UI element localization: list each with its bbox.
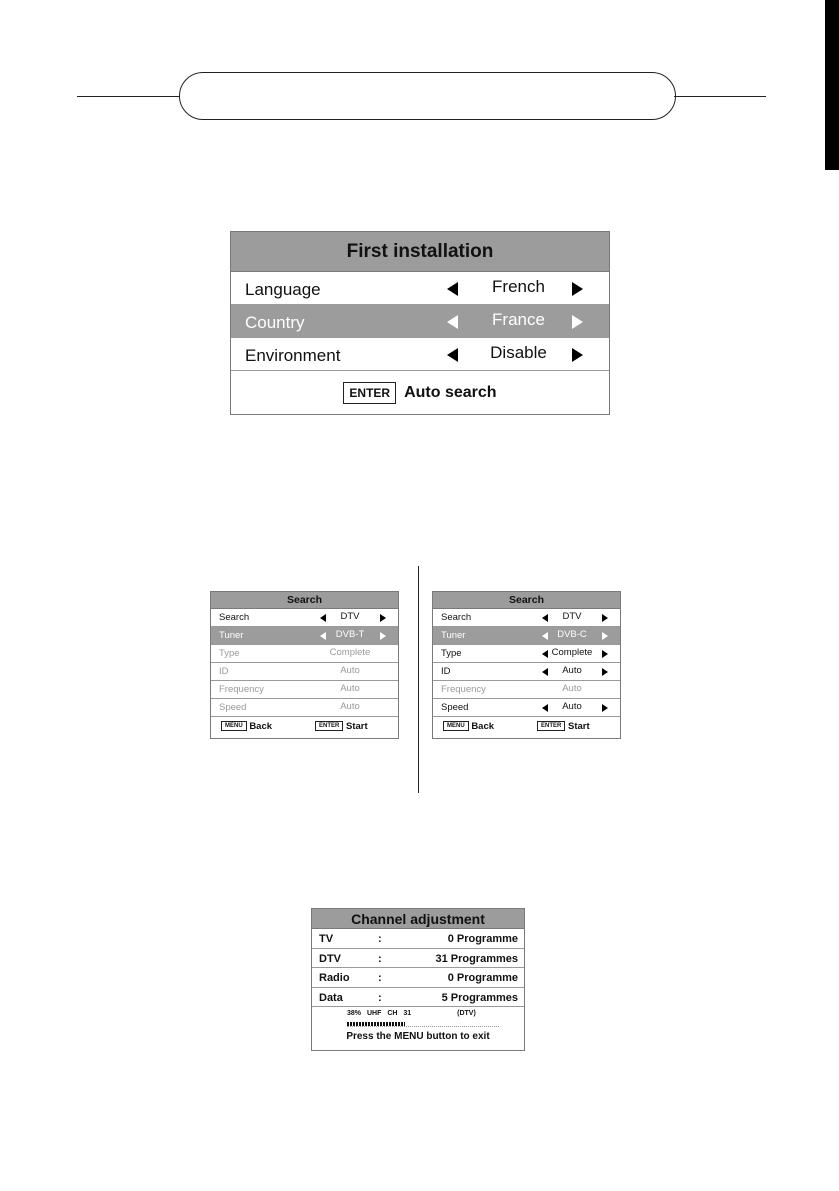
separator: : [378, 972, 382, 984]
header-rule-left [77, 96, 181, 97]
channel-label: CH [387, 1010, 398, 1017]
search-title: Search [211, 592, 398, 609]
type-label: Type [219, 648, 240, 659]
tv-count: 0 Programme [447, 933, 518, 945]
arrow-right-icon[interactable] [380, 632, 386, 640]
arrow-right-icon[interactable] [602, 704, 608, 712]
page-edge-tab [825, 0, 839, 170]
arrow-right-icon[interactable] [602, 650, 608, 658]
country-row[interactable] [231, 305, 609, 338]
progress-percent: 38% [347, 1010, 362, 1017]
arrow-right-icon[interactable] [380, 614, 386, 622]
speed-value: Auto [340, 701, 360, 712]
separator: : [378, 991, 382, 1004]
data-count: 5 Programmes [441, 991, 518, 1004]
speed-value: Auto [562, 701, 582, 712]
arrow-left-icon[interactable] [447, 348, 458, 362]
tv-label: TV [319, 933, 334, 945]
enter-key[interactable]: ENTER [537, 721, 565, 731]
data-count-row [312, 988, 524, 1008]
dtv-count: 31 Programmes [435, 952, 518, 965]
dtv-label: DTV [319, 952, 341, 965]
scan-info [347, 1010, 476, 1017]
exit-hint: Press the MENU button to exit [346, 1031, 490, 1042]
speed-row [211, 699, 398, 717]
channel-adjustment-panel [311, 908, 525, 1051]
channel-adjustment-title: Channel adjustment [312, 909, 524, 929]
start-label: Start [567, 721, 590, 732]
search-label: Search [441, 612, 472, 623]
search-value: DTV [340, 611, 360, 622]
type-value: Complete [551, 647, 593, 658]
separator: : [378, 933, 382, 945]
search-label: Search [219, 612, 250, 623]
environment-label: Environment [245, 346, 341, 365]
search-title: Search [433, 592, 620, 609]
channel-number: 31 [403, 1010, 412, 1017]
data-label: Data [319, 991, 343, 1004]
mode-label: (DTV) [457, 1010, 476, 1017]
country-value: France [492, 310, 545, 329]
frequency-row [433, 681, 620, 699]
type-label: Type [441, 648, 462, 659]
speed-label: Speed [441, 702, 469, 713]
speed-row[interactable] [433, 699, 620, 717]
arrow-right-icon[interactable] [572, 348, 583, 362]
first-installation-title: First installation [231, 232, 609, 272]
search-footer [211, 717, 398, 737]
search-footer [433, 717, 620, 737]
header-rule-right [674, 96, 766, 97]
id-value: Auto [340, 665, 360, 676]
section-header-capsule [179, 72, 676, 120]
tuner-label: Tuner [219, 630, 244, 641]
id-label: ID [219, 666, 229, 677]
search-row[interactable] [433, 609, 620, 627]
back-label: Back [471, 721, 495, 732]
search-row[interactable] [211, 609, 398, 627]
frequency-label: Frequency [219, 684, 264, 695]
separator: : [378, 952, 382, 965]
auto-search-label: Auto search [404, 384, 497, 401]
search-menu-dvbc [432, 591, 621, 739]
search-menu-dvbt [210, 591, 399, 739]
search-value: DTV [562, 611, 582, 622]
environment-row[interactable] [231, 338, 609, 371]
back-control[interactable] [443, 721, 494, 732]
enter-key[interactable]: ENTER [343, 382, 396, 404]
arrow-right-icon[interactable] [602, 632, 608, 640]
environment-value: Disable [490, 343, 547, 362]
arrow-right-icon[interactable] [602, 614, 608, 622]
id-row [211, 663, 398, 681]
frequency-row [211, 681, 398, 699]
radio-label: Radio [319, 972, 350, 984]
radio-count-row [312, 968, 524, 988]
start-control[interactable] [315, 721, 368, 732]
start-control[interactable] [537, 721, 590, 732]
band-label: UHF [366, 1010, 382, 1017]
speed-label: Speed [219, 702, 247, 713]
frequency-label: Frequency [441, 684, 486, 695]
type-row[interactable] [433, 645, 620, 663]
arrow-left-icon[interactable] [447, 315, 458, 329]
arrow-right-icon[interactable] [572, 282, 583, 296]
tuner-value: DVB-C [557, 629, 587, 640]
vertical-divider [418, 566, 419, 793]
type-row [211, 645, 398, 663]
tuner-row[interactable] [433, 627, 620, 645]
id-value: Auto [562, 665, 582, 676]
tuner-row[interactable] [211, 627, 398, 645]
arrow-right-icon[interactable] [602, 668, 608, 676]
first-installation-menu [230, 231, 610, 415]
dtv-count-row [312, 949, 524, 969]
arrow-right-icon[interactable] [572, 315, 583, 329]
back-label: Back [249, 721, 273, 732]
menu-key[interactable]: MENU [443, 721, 469, 731]
id-label: ID [441, 666, 451, 677]
frequency-value: Auto [562, 683, 582, 694]
start-label: Start [345, 721, 368, 732]
arrow-left-icon[interactable] [447, 282, 458, 296]
frequency-value: Auto [340, 683, 360, 694]
country-label: Country [245, 313, 305, 332]
tv-count-row [312, 929, 524, 949]
enter-key[interactable]: ENTER [315, 721, 343, 731]
language-row[interactable] [231, 272, 609, 305]
back-control[interactable] [221, 721, 272, 732]
language-label: Language [245, 280, 321, 299]
language-value: French [492, 277, 545, 296]
type-value: Complete [329, 647, 371, 658]
tuner-value: DVB-T [335, 629, 365, 640]
tuner-label: Tuner [441, 630, 466, 641]
radio-count: 0 Programme [447, 972, 518, 984]
progress-bar-fill [347, 1022, 405, 1026]
progress-bar-track [347, 1022, 499, 1027]
scan-progress [312, 1007, 524, 1047]
auto-search-footer[interactable] [231, 371, 609, 415]
id-row[interactable] [433, 663, 620, 681]
menu-key[interactable]: MENU [221, 721, 247, 731]
